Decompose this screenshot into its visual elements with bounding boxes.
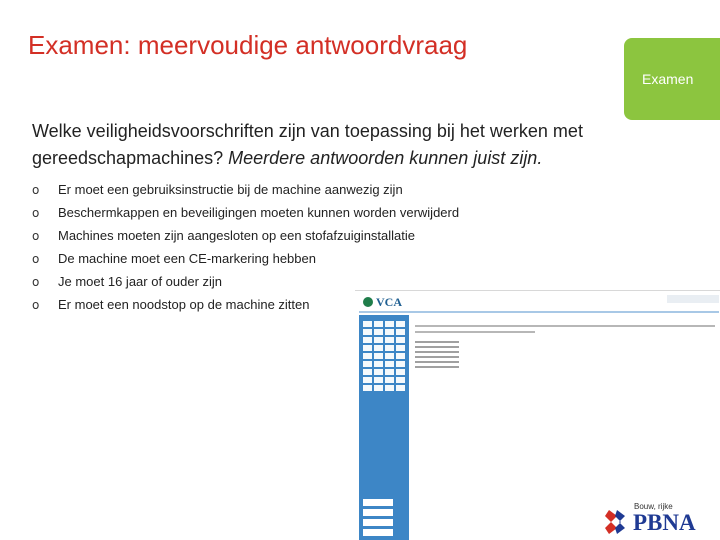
screenshot-sidebar-button xyxy=(363,529,393,536)
answer-option[interactable] xyxy=(32,201,459,224)
radio-icon[interactable]: o xyxy=(32,205,40,220)
screenshot-header-info xyxy=(667,295,719,303)
answer-option-label: Er moet een gebruiksinstructie bij de machine aanwezig zijn xyxy=(58,182,403,197)
answer-option-label: Beschermkappen en beveiligingen moeten kunnen worden verwijderd xyxy=(58,205,460,220)
vca-logo-mark-icon xyxy=(363,297,373,307)
answer-option-label: Er moet een noodstop op de machine zitten xyxy=(58,297,310,312)
radio-icon[interactable]: o xyxy=(32,251,40,266)
radio-icon[interactable]: o xyxy=(32,228,40,243)
screenshot-sidebar-button xyxy=(363,519,393,526)
answer-option[interactable] xyxy=(32,224,459,247)
answer-option-label: De machine moet een CE-markering hebben xyxy=(58,251,316,266)
pbna-logo xyxy=(603,500,713,540)
screenshot-sidebar-button xyxy=(363,499,393,506)
question-body: Welke veiligheidsvoorschriften zijn van toepassing bij het werken met gereedschapmachines? xyxy=(32,121,583,168)
pbna-name: PBNA xyxy=(633,510,696,535)
question-hint: Meerdere antwoorden kunnen juist zijn. xyxy=(228,148,543,168)
screenshot-option-line xyxy=(415,361,459,363)
answer-option[interactable] xyxy=(32,178,459,201)
page-title: Examen: meervoudige antwoordvraag xyxy=(28,30,468,60)
vca-logo-text: VCA xyxy=(376,294,402,309)
screenshot-option-line xyxy=(415,346,459,348)
vca-logo xyxy=(363,295,423,309)
radio-icon[interactable]: o xyxy=(32,297,40,312)
screenshot-question-line xyxy=(415,325,715,327)
pbna-tagline: Bouw, rijke xyxy=(634,502,673,511)
answer-option-label: Machines moeten zijn aangesloten op een stofafzuiginstallatie xyxy=(58,228,416,243)
screenshot-divider xyxy=(359,311,719,313)
radio-icon[interactable]: o xyxy=(32,274,40,289)
screenshot-option-line xyxy=(415,351,459,353)
screenshot-option-line xyxy=(415,341,459,343)
answer-option-label: Je moet 16 jaar of ouder zijn xyxy=(58,274,223,289)
screenshot-option-line xyxy=(415,356,459,358)
screenshot-question-line xyxy=(415,331,535,333)
answer-option[interactable] xyxy=(32,247,459,270)
pbna-logo-mark-icon xyxy=(603,506,631,536)
screenshot-option-line xyxy=(415,366,459,368)
radio-icon[interactable]: o xyxy=(32,182,40,197)
question-number-grid xyxy=(363,321,405,391)
screenshot-sidebar-button xyxy=(363,509,393,516)
question-text xyxy=(32,118,672,172)
exam-badge-label: Examen xyxy=(642,71,694,87)
